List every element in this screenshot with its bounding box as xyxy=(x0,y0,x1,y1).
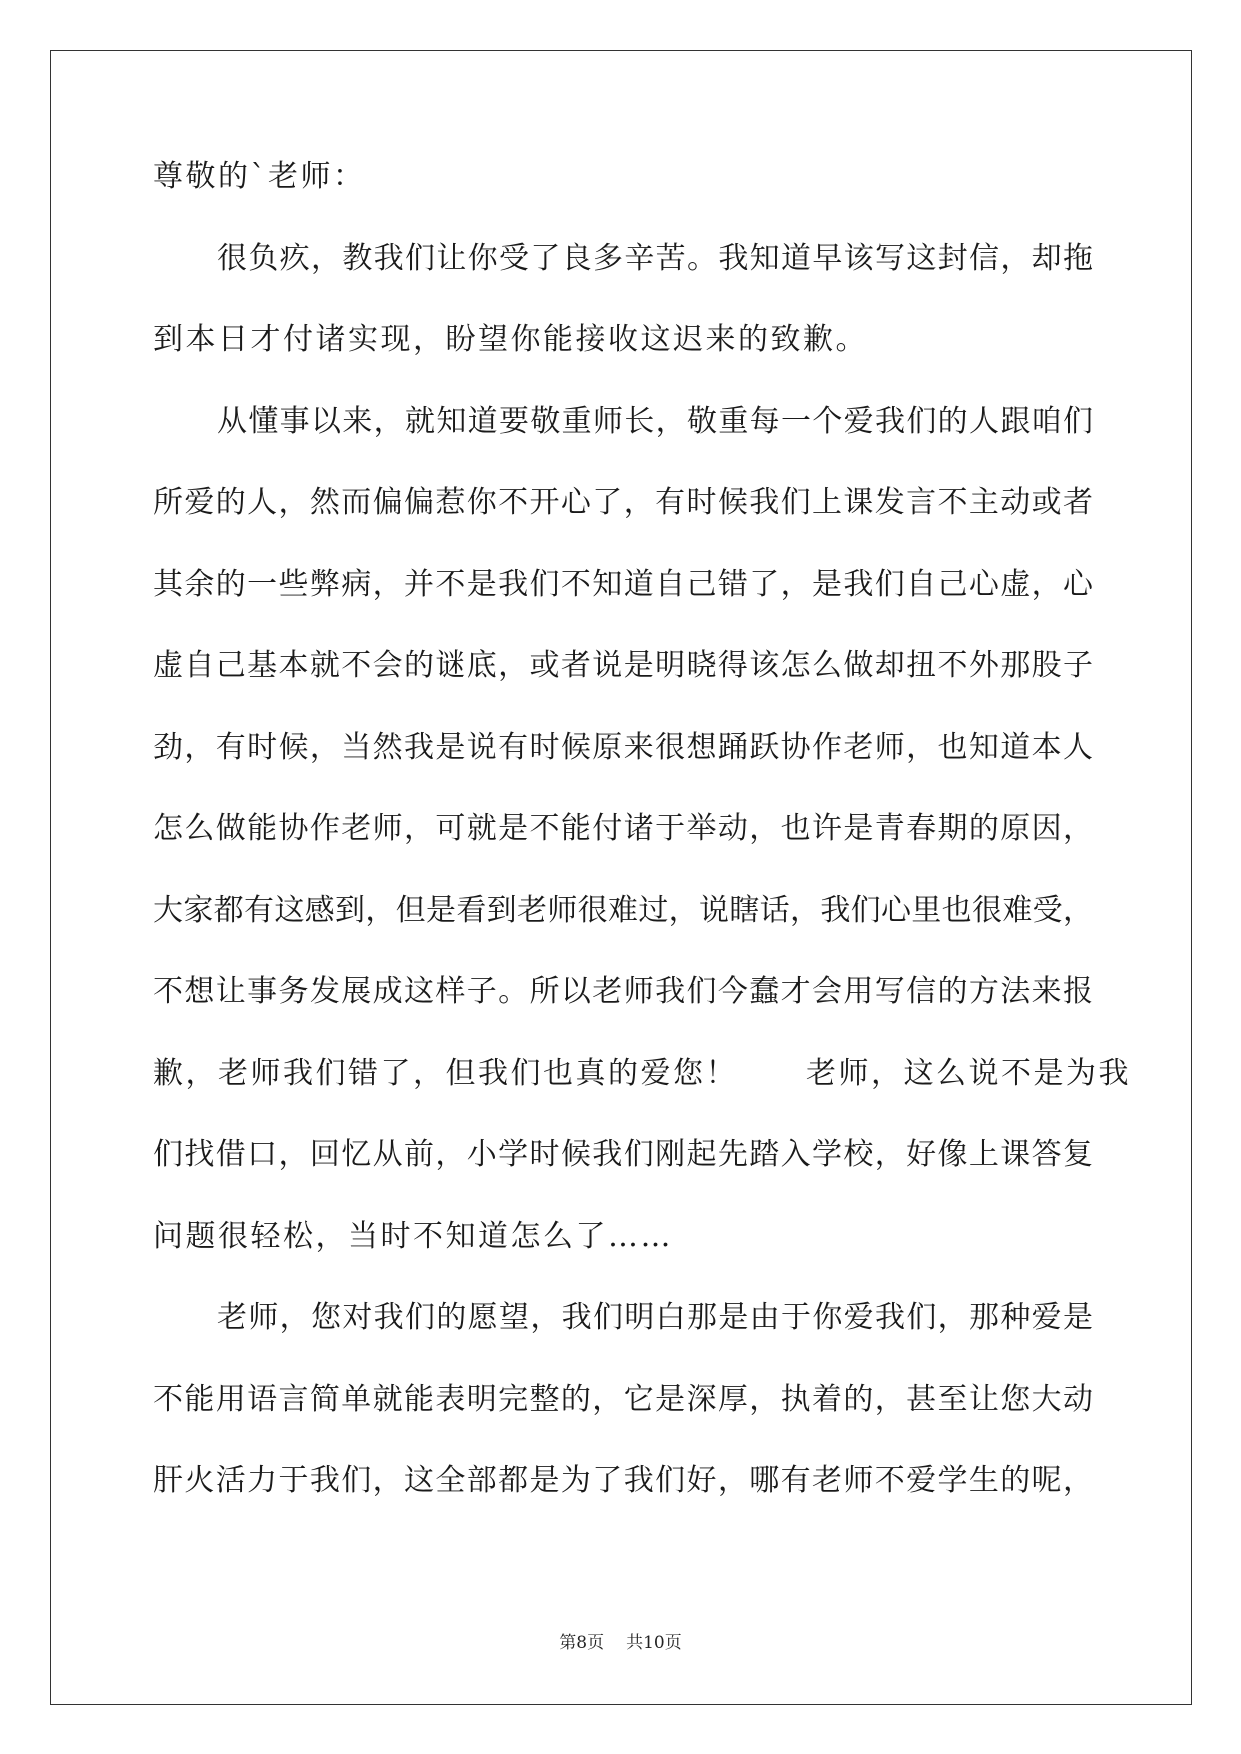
page-number: 第8页 xyxy=(559,1633,605,1653)
text-line: 大家都有这感到，但是看到老师很难过，说瞎话，我们心里也很难受， xyxy=(153,892,1093,928)
text-line: 怎么做能协作老师，可就是不能付诸于举动，也许是青春期的原因， xyxy=(153,811,1093,846)
text-line: 问题很轻松，当时不知道怎么了…… xyxy=(153,1218,673,1254)
text-line: 从懂事以来，就知道要敬重师长，敬重每一个爱我们的人跟咱们 xyxy=(217,403,1093,439)
text-line: 所爱的人，然而偏偏惹你不开心了，有时候我们上课发言不主动或者 xyxy=(153,485,1093,520)
text-line: 很负疚，教我们让你受了良多辛苦。我知道早该写这封信，却拖 xyxy=(217,240,1093,276)
page-footer xyxy=(0,1628,1241,1653)
text-line-split xyxy=(153,1055,1131,1139)
page-total: 共10页 xyxy=(626,1633,682,1653)
text-line: 虚自己基本就不会的谜底，或者说是明晓得该怎么做却扭不外那股子 xyxy=(153,648,1093,683)
text-line: 不想让事务发展成这样子。所以老师我们今蠢才会用写信的方法来报 xyxy=(153,974,1093,1009)
text-line: 老师，您对我们的愿望，我们明白那是由于你爱我们，那种爱是 xyxy=(217,1300,1093,1335)
text-segment: 老师，这么说不是为我 xyxy=(806,1055,1131,1091)
text-segment: 歉，老师我们错了，但我们也真的爱您！ xyxy=(153,1055,738,1091)
text-line: 肝火活力于我们，这全部都是为了我们好，哪有老师不爱学生的呢， xyxy=(153,1463,1093,1498)
text-line: 们找借口，回忆从前，小学时候我们刚起先踏入学校，好像上课答复 xyxy=(153,1137,1093,1172)
letter-body xyxy=(153,159,1131,1546)
text-line: 劲，有时候，当然我是说有时候原来很想踊跃协作老师，也知道本人 xyxy=(153,729,1093,765)
text-line: 到本日才付诸实现，盼望你能接收这迟来的致歉。 xyxy=(153,322,868,357)
text-line: 其余的一些弊病，并不是我们不知道自己错了，是我们自己心虚，心 xyxy=(153,566,1093,602)
salutation: 尊敬的`老师： xyxy=(153,159,366,194)
text-line: 不能用语言简单就能表明完整的，它是深厚，执着的，甚至让您大动 xyxy=(153,1381,1093,1417)
